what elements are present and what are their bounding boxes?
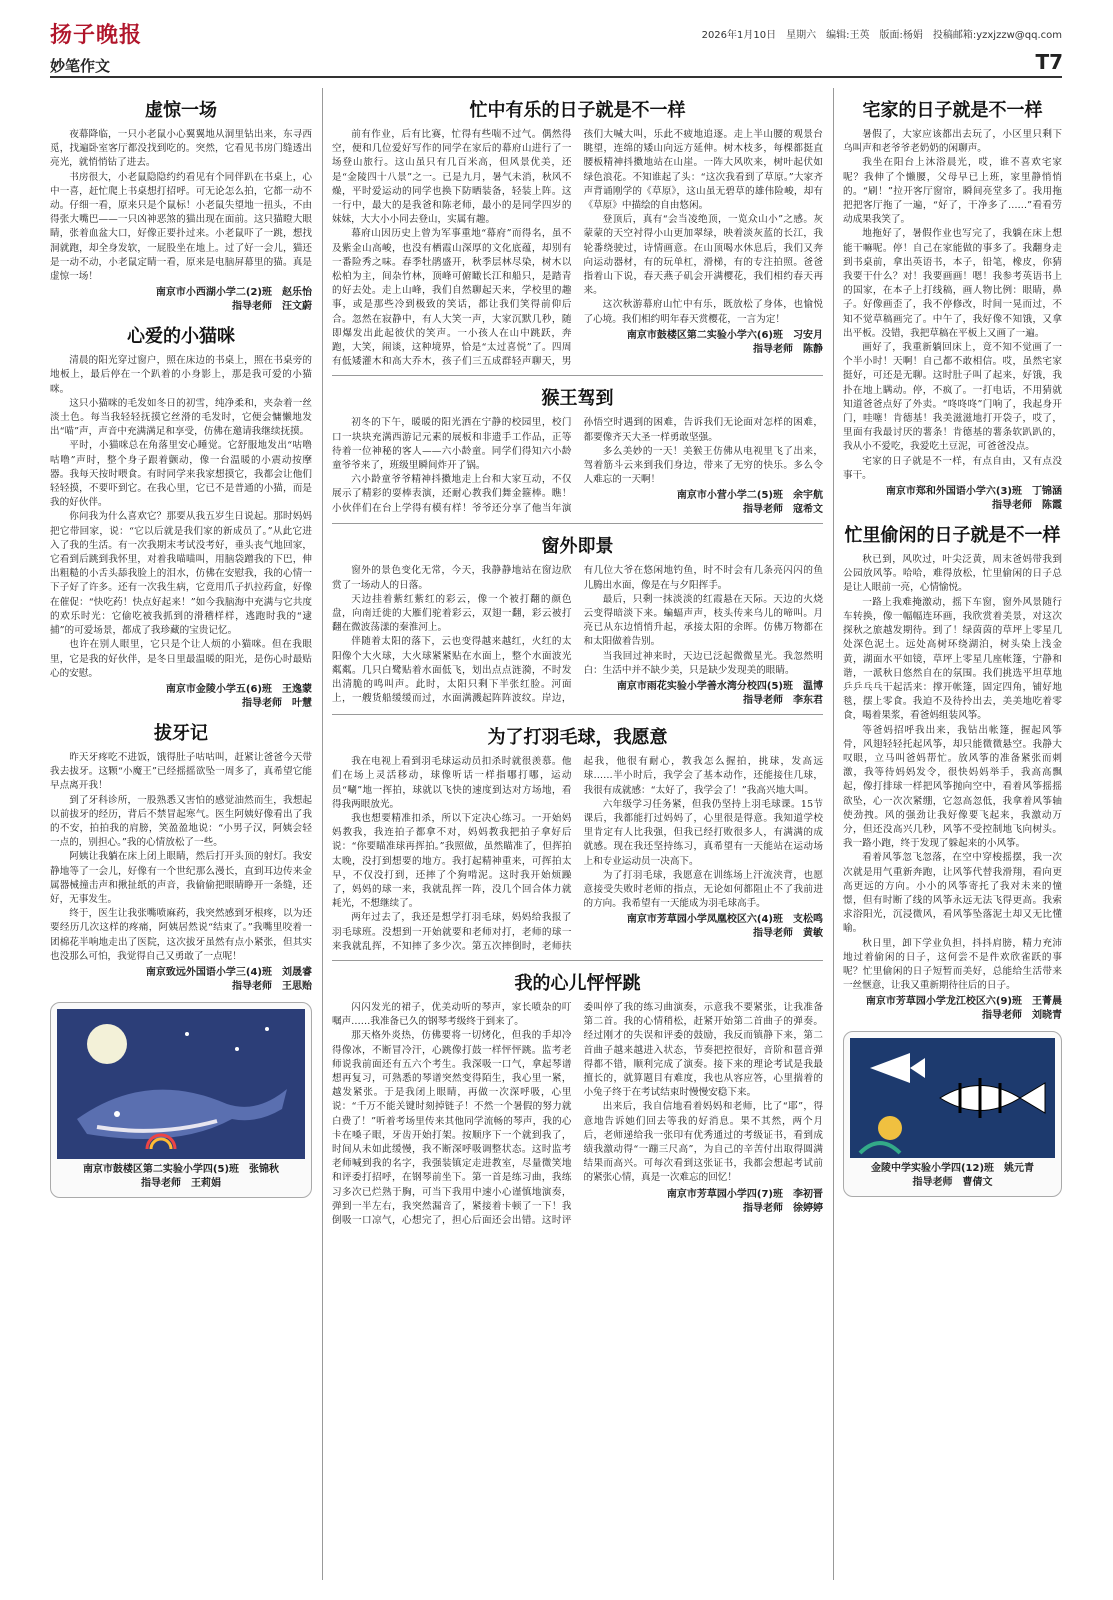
- article-paragraph: 天边挂着紫红紫红的彩云，像一个被打翻的颜色盘，向南迁徙的大雁们驼着彩云，双翅一翻，彩云被打翻在微波荡漾的秦淮河上。: [332, 593, 572, 634]
- author-school: 南京市芳草园小学凤凰校区六(4)班 支松鸣: [626, 914, 823, 926]
- article-title: 为了打羽毛球，我愿意: [487, 727, 668, 749]
- byline: [584, 680, 824, 708]
- teacher: 指导老师 王思贻: [232, 980, 312, 992]
- article: [332, 384, 823, 517]
- article-paragraph: 也许在别人眼里，它只是个让人烦的小猫咪。但在我眼里，它是我的好伙伴，是冬日里最温暖的阳光，是伤心时最贴心的安慰。: [50, 639, 312, 679]
- author-school: 南京市郑和外国语小学六(3)班 丁锦涵: [885, 486, 1062, 498]
- article-paragraph: 地拖好了，暑假作业也写完了，我躺在床上想能干嘛呢。停！自己在家能做的事多了。我翻身走到书桌前，拿出英语书，本子，铅笔，橡皮，你猜我要干什么？对！我要画画！嗯！我参考英语书上的国家，在本子上打线稿，画人物比例：眼睛，鼻子。好像画歪了，我不停修改，时间一晃而过，不知不觉草稿画完了。中午了，我好像不知饿，又拿出平板。没错，我把草稿在平板上又画了一遍。: [843, 228, 1062, 339]
- article-title: 窗外即景: [541, 536, 614, 558]
- article-paragraph: 清晨的阳光穿过窗户，照在床边的书桌上，照在书桌旁的地板上，最后停在一个趴着的小身影上，那是我可爱的小猫咪。: [50, 355, 312, 395]
- article-divider: [332, 375, 823, 376]
- article-body: [332, 416, 823, 517]
- article-paragraph: 我也想要精准扣杀，所以下定决心练习。一开始妈妈教我，我连拍子都拿不对，妈妈教我把拍子拿好后说：“你要瞄准球再挥拍。”我照做，虽然瞄准了，但挥拍太晚，没打到想要的地方。我打起精神重来，可挥拍太早，不仅没打到，还摔了个狗啃泥。这时我开始烦躁了，妈妈的球一来，我就乱挥一阵，没几个回合体力就耗光，不想继续了。: [332, 812, 572, 910]
- article-title: 忙中有乐的日子就是不一样: [469, 100, 686, 121]
- page-number: T7: [1035, 50, 1063, 74]
- column-divider: [833, 88, 834, 1580]
- author-school: 南京致远外国语小学三(4)班 刘晟睿: [145, 966, 312, 978]
- article-paragraph: 到了牙科诊所，一股熟悉又害怕的感觉油然而生，我想起以前拔牙的经历，背后不禁冒起寒气。医生阿姨好像看出了我的不安，拍拍我的肩膀，笑盈盈地说：“小男子汉，阿姨会轻一点的，别担心。”我的心情放松了一些。: [50, 794, 312, 849]
- article-paragraph: 那天格外炎热，仿佛要将一切烤化，但我的手却冷得像冰，不断冒冷汗，心跳像打鼓一样怦怦跳。监考老师说我前面还有五六个考生。我深吸一口气，拿起琴谱想再复习，可熟悉的琴谱突然变得陌生，我心里一紧，越发紧张。于是我闭上眼睛，再做一次深呼吸，心里说：“千万不能关键时刻掉链子！不然一个暑假的努力就白费了！”听着考场里传来其他同学流畅的琴声，我的心卡在嗓子眼，牙齿开始打架。按顺序下一个就到我了，时间从未如此缓慢，我不断深呼吸调整状态。这时监考老师喊到我的名字，我强装镇定走进教室，尽量微笑地和评委打招呼，在钢琴前坐下。第一首是练习曲，我练习多次已烂熟于胸，可当下我用中速小心谨慎地演奏，弹到一半左右，我突然漏音了，紧接着卡顿了一下！我倒吸一口凉气，心想完了，担心后面还会出错。这时评委叫停了我的练习曲演奏，示意我不要紧张，让我准备第二首。我的心情稍松，赶紧开始第二首曲子的弹奏。经过刚才的失误和评委的鼓励，我反而镇静下来，第二首曲子越来越进入状态，节奏把控很好，音阶和琶音弹得都不错，顺利完成了演奏。接下来的理论考试是我最擅长的，就算题目有难度，我也从容应答，心里揣着的小兔子终于在考试结束时慢慢安稳下来。: [332, 1001, 823, 1226]
- article-paragraph: 秋已到，风吹过，叶尖泛黄，周末爸妈带我到公园放风筝。哈哈，难得放松，忙里偷闲的日子总是让人眼前一亮，心情愉悦。: [843, 554, 1062, 594]
- article-paragraph: 看着风筝忽飞忽落，在空中穿梭摇摆，我一次次就是用气重新奔跑，让风筝代替我滑翔，看向更高更远的方向。小小的风筝寄托了我对未来的憧憬，但有时断了线的风筝永远无法飞得更高。我索求浴阳光，沉浸微风，看风筝坠落泥土却又无比懂喻。: [843, 852, 1062, 935]
- author-school: 南京市小营小学二(5)班 余宇航: [676, 490, 823, 502]
- article: [843, 96, 1062, 513]
- article: [50, 96, 312, 314]
- teacher: 指导老师 李东君: [743, 695, 823, 707]
- article-title: 虚惊一场: [145, 100, 217, 121]
- column-divider: [322, 88, 323, 1580]
- teacher: 指导老师 陈静: [753, 343, 823, 355]
- byline: [584, 329, 824, 357]
- teacher: 指导老师 刘晓青: [982, 1010, 1062, 1022]
- byline: [843, 485, 1062, 513]
- article-paragraph: 暑假了，大家应该都出去玩了，小区里只剩下乌叫声和老爷爷老奶奶的闲聊声。: [843, 129, 1062, 155]
- student-painting: [50, 1002, 312, 1198]
- article-paragraph: 窗外的景色变化无常，今天，我静静地站在窗边欣赏了一场动人的日落。: [332, 565, 572, 591]
- author-school: 南京市芳草园小学龙江校区六(9)班 王菁晨: [865, 996, 1062, 1008]
- article-body: [332, 1001, 823, 1228]
- article-paragraph: 多么美妙的一天！美猴王仿佛从电视里飞了出来，驾着筋斗云来到我们身边，带来了无穷的快乐。多么令人难忘的一天啊！: [583, 445, 823, 486]
- article-paragraph: 一路上我难掩激动，摇下车窗，窗外风景随行车转换，像一幅幅连环画，我欣赏着美景，对这次探秋之旅越发期待。到了！绿茵茵的草坪上零星几处深色泥土。远处高树环绕湖泊，树头染上浅金黄，湖面水平如镜，草坪上零星几座帐篷，宁静和谐，一派秋日悠然自在的氛围。我们挑选平坦草地乒乒乓乓干起活来：撑开帐篷，固定四角，铺好地毯，摆上零食。我迫不及待拎出去，美美地吃着零食，喝着果浆，看爸妈组装风筝。: [843, 596, 1062, 722]
- article-paragraph: 为了打羽毛球，我愿意在训练场上汗流浃背，也愿意接受失败时老师的指点，无论如何都阻止不了我前进的方向。我希望有一天能成为羽毛球高手。: [583, 869, 823, 910]
- article-title: 宅家的日子就是不一样: [862, 100, 1043, 121]
- article-paragraph: 秋日里，卸下学业负担，抖抖肩膀，精力充沛地过着偷闲的日子，这何尝不是件欢欣雀跃的事呢？忙里偷闲的日子短暂而美好，总能给生活带来一丝惬意，让我又重新期待往后的日子。: [843, 937, 1062, 992]
- masthead: [50, 18, 1062, 52]
- header-rule: [50, 76, 1062, 78]
- byline: [584, 913, 824, 941]
- article-paragraph: 昨天牙疼吃不进饭，饿得肚子咕咕叫，赶紧让爸爸今天带我去拔牙。这颗“小魔王”已经摇摇欲坠一周多了，真希望它能早点离开我！: [50, 751, 312, 792]
- article: [50, 719, 312, 994]
- article-paragraph: 平时，小猫咪总在角落里安心睡觉。它舒服地发出“咕噜咕噜”声时，整个身子跟着颤动，像一台温暖的小震动按摩器。我每天按时喂食。有时同学来我家想摸它，我都会让他们轻轻摸，不要吓到它。在我心里，它已不是普通的小猫，而是我的好伙伴。: [50, 440, 312, 509]
- column-left: [50, 88, 312, 1198]
- article: [50, 322, 312, 711]
- article-body: [332, 755, 823, 954]
- fish-painting-icon: [850, 1038, 1055, 1158]
- teacher: 指导老师 叶慧: [242, 697, 312, 709]
- author-school: 南京市芳草园小学四(7)班 李初晋: [666, 1188, 823, 1200]
- article-paragraph: 登顶后，真有“会当凌绝顶，一览众山小”之感。灰蒙蒙的天空衬得小山更加翠绿，映着淡灰蓝的长江，我轮番绕驶过，诗情画意。在山顶喝水休息后，我们又奔向运动器材，有的玩单杠，滑梯，有的专注拍照。爸爸指着山下说，春天燕子矶会开满樱花，我们相约春天再来。: [583, 214, 823, 297]
- painting-caption: [850, 1162, 1055, 1190]
- article-paragraph: 我坐在阳台上沐浴晨光，哎，谁不喜欢宅家呢？我伸了个懒腰，父母早已上班，家里静悄悄的。“刷！”拉开客厅窗帘，瞬间亮堂多了。我用拖把把客厅拖了一遍，“好了，干净多了……”看看劳动成果我笑了。: [843, 157, 1062, 226]
- byline: [584, 1188, 824, 1216]
- article-title: 忙里偷闲的日子就是不一样: [844, 525, 1061, 547]
- article-title: 我的心儿怦怦跳: [514, 972, 641, 994]
- article-paragraph: 等爸妈招呼我出来，我钻出帐篷，握起风筝骨，风翅轻轻托起风筝，却只能微微悬空。我静大叹眼，立马叫爸妈帮忙。放风筝的准备紧张而刺激，我等待妈妈发令，很快妈妈举手，我高高飘起，像打排球一样把风筝抛向空中，看着风筝摇摇欲坠，心一次次紧绷，它忽高忽低，我拿着风筝轴使劲拽。风的强劲让我好像要飞起来，我激动万分，但还没高兴几秒，风筝不受控制地飞向树头。我一路小跑，终于发现了躲起来的小风筝。: [843, 724, 1062, 850]
- painting-school: 金陵中学实验小学四(12)班 姚元青: [870, 1163, 1035, 1175]
- teacher: 指导老师 寇希文: [743, 504, 823, 516]
- author-school: 南京市鼓楼区第二实验小学六(6)班 习安月: [626, 329, 823, 341]
- issue-info: 2026年1月10日 星期六 编辑:王英 版面:杨娟 投稿邮箱:yzxjzzw@qq.com: [701, 30, 1062, 41]
- article-paragraph: 六小龄童爷爷精神抖擞地走上台和大家互动，不仅展示了精彩的耍棒表演，还耐心教我们舞金箍棒。瞧！小伙伴们在台上学得有模有样！爷爷还分享了他当年演孙悟空时遇到的困难，告诉我们无论面对怎样的困难，都要像齐天大圣一样勇敢坚强。: [332, 417, 823, 514]
- article-paragraph: 两年过去了，我还是想学打羽毛球，妈妈给我报了羽毛球班。没想到一开始就要和老师对打，老师的球一来我就乱挥，不知摔了多少次。第五次摔倒时，老师扶起我，他很有耐心，教我怎么握拍，挑球，发高远球……半小时后，我学会了基本动作，还能接住几球，我很有成就感：“太好了，我学会了！”我高兴地大叫。: [332, 756, 823, 952]
- byline: [843, 995, 1062, 1023]
- article-paragraph: 伴随着太阳的落下，云也变得越来越红，火红的太阳像个大火球，大火球紧紧贴在水面上，整个水面波光粼粼。几只白鹭贴着水面低飞，划出点点涟漪，不时发出清脆的鸣叫声。此时，太阳只剩下半张红脸。河面上，一艘货船缓缓而过，水面满溅起阵阵波纹。岸边，有几位大爷在悠闲地钓鱼，时不时会有几条亮闪闪的鱼儿腾出水面，像是在与夕阳挥手。: [332, 565, 823, 705]
- byline: [584, 489, 824, 517]
- article: [843, 521, 1062, 1023]
- article-paragraph: 前有作业，后有比赛，忙得有些喘不过气。偶然得空，便和几位爱好写作的同学在家后的幕府山进行了一场登山旅行。这山虽只有几百米高，但风景优美，还是“金陵四十八景”之一。已是九月，暑气未消，秋风不燥，平时爱运动的同学也换下防晒装备，轻装上阵。这一行中，最大的是我爸和陈老师，最小的是同学四岁的妹妹，大大小小同去登山，实属有趣。: [332, 129, 572, 226]
- author-school: 南京市雨花实验小学善水湾分校四(5)班 温博: [616, 681, 823, 693]
- article-paragraph: 我在电视上看到羽毛球运动员扣杀时就很羡慕。他们在场上灵活移动，球像听话一样指哪打哪，运动员“唰”地一挥拍，球就以飞快的速度到达对方场地，看得我两眼放光。: [332, 756, 572, 810]
- article-divider: [332, 523, 823, 524]
- article-paragraph: 幕府山因历史上曾为军事重地“幕府”而得名，虽不及紫金山高峻，也没有栖霞山深厚的文化底蕴，却别有一番险秀之味。春季牡鹃盛开，秋季层林尽染，树木以松柏为主，间杂竹林，顶峰可俯瞰长江和船只，是踏青的好去处。走上山峰，我们自然聊起天来，学校里的趣事，或是那些冷到极致的笑话，都让我们笑得前仰后合。忽然在寂静中，有人大笑一声，大家沉默几秒，随即爆发出此起彼伏的笑声。一小孩人在山中跳跃，奔跑，大笑，闹谈，这种境界，恰是“太过喜悦”了。四周有低矮灌木和高大乔木，孩子们三五成群轻声聊天，男孩们大喊大叫，乐此不疲地追逐。走上半山腰的观景台眺望，连绵的矮山向远方延伸。树木枝多，每棵都挺直腰板精神抖擞地站在山崖。一阵大风吹来，树叶起伏如绿色浪花。不知谁起了头：“这次我看到了草原。”大家齐声背诵刚学的《草原》，这山虽无碧草的雄伟险峻，却有《草原》中描绘的自由悠闲。: [332, 129, 823, 368]
- author-school: 南京市金陵小学五(6)班 王逸蒙: [165, 683, 312, 695]
- byline: [50, 683, 312, 711]
- article: [332, 969, 823, 1228]
- article-divider: [332, 714, 823, 715]
- article-paragraph: 出来后，我自信地看着妈妈和老师，比了“耶”，得意地告诉她们回去等我的好消息。果不其然，两个月后，老师递给我一张印有优秀通过的考级证书，看到成绩我激动得“一蹦三尺高”，为自己的辛苦付出取得圆满结果而高兴。可每次看到这张证书，我都会想起考试前的紧张心情，真是一次难忘的回忆！: [583, 1101, 823, 1184]
- newspaper-logo: 扬子晚报: [50, 22, 143, 48]
- author-school: 南京市小西湖小学二(2)班 赵乐怡: [155, 287, 312, 299]
- article-paragraph: 这只小猫咪的毛发如冬日的初雪，纯净柔和，夹杂着一丝淡土色。每当我轻轻抚摸它丝滑的毛发时，它便会慵懒地发出“喵”声，声音中充满满足和享受，仿佛在邀请我继续抚摸。: [50, 397, 312, 438]
- section-title: 妙笔作文: [50, 57, 111, 75]
- byline: [50, 966, 312, 994]
- article-paragraph: 最后，只剩一抹淡淡的红霞悬在天际。天边的火烧云变得暗淡下来。蝙蝠声声，枝头传来乌儿的啼叫。月亮已从东边悄悄升起，承接太阳的余晖。仿佛万物都在和太阳做着告别。: [583, 593, 823, 648]
- article-divider: [332, 960, 823, 961]
- teacher: 指导老师 黄敏: [753, 928, 823, 940]
- painting-school: 南京市鼓楼区第二实验小学四(5)班 张锦秋: [82, 1163, 280, 1175]
- article-title: 猴王驾到: [541, 388, 614, 410]
- teacher: 指导老师 陈霞: [992, 500, 1062, 512]
- article-title: 拔牙记: [154, 722, 208, 744]
- column-middle: [332, 88, 823, 1234]
- article-body: [332, 128, 823, 369]
- article-paragraph: 书房很大，小老鼠隐隐约约看见有个同伴趴在书桌上，心中一喜，赶忙爬上书桌想打招呼。可无论怎么拍，它都一动不动。仔细一看，原来只是个鼠标！小老鼠失望地一扭头，不由得张大嘴巴——一只凶神恶煞的猫出现在面前。这只猫瞪大眼睛，张着血盆大口，好像正要扑过来。小老鼠吓了一跳，想找洞就跑，却全身发软，一屁股坐在地上。过了好一会儿，猫还是一动不动，小老鼠定睛一看，原来是电脑屏幕里的猫。真是虚惊一场！: [50, 171, 312, 283]
- article-paragraph: 这次秋游幕府山忙中有乐，既放松了身体，也愉悦了心境。我们相约明年春天赏樱花，一言为定！: [583, 299, 823, 325]
- article-paragraph: 六年级学习任务紧，但我仍坚持上羽毛球课。15节课后，我都能打过妈妈了，心里很是得意。我知道学校里肯定有人比我强，但我已经打败很多人，有满满的成就感。现在我还坚持练习，真希望有一天能站在运动场上和专业运动员一决高下。: [583, 798, 823, 867]
- article-paragraph: 初冬的下午，暖暖的阳光洒在宁静的校园里，校门口一块块充满西游记元素的展板和非遗手工作品，正等待着一位神秘的客人——六小龄童。同学们得知六小龄童爷爷来了，班级里瞬间炸开了锅。: [332, 417, 572, 472]
- byline: [50, 286, 312, 314]
- article: [332, 96, 823, 369]
- article: [332, 723, 823, 954]
- article-body: [332, 564, 823, 708]
- student-painting: [843, 1031, 1062, 1197]
- painting-caption: [57, 1163, 305, 1191]
- painting-teacher: 指导老师 王莉娟: [141, 1177, 221, 1189]
- article-paragraph: 夜幕降临，一只小老鼠小心翼翼地从洞里钻出来，东寻西觅，找遍卧室客厅都没找到吃的。突然，它看见书房门缝透出亮光，就悄悄钻了进去。: [50, 129, 312, 169]
- article-paragraph: 画好了，我重新躺回床上，竟不知不觉画了一个半小时！天啊！自己都不敢相信。哎，虽然宅家挺好，可还是无聊。这时肚子叫了起来，好饿，我扑在地上瞒动。停，不疯了。一打电话，不用猜就知道爸爸点好了外卖。“咚咚咚”门响了，我起身开门，哇噻！肯德基！我美滋滋地打开袋子，哎了，里面有我最讨厌的薯条！肯德基的薯条软趴趴的，我从小不爱吃，我爱吃土豆泥，可爸爸没点。: [843, 342, 1062, 453]
- article-paragraph: 闪闪发光的裙子，优美动听的琴声，家长喷杂的叮嘱声……我准备已久的钢琴考级终于到来了。: [332, 1001, 572, 1028]
- teacher: 指导老师 汪文蔚: [232, 301, 312, 313]
- article-paragraph: 当我回过神来时，天边已泛起微微星光。我忽然明白：生活中并不缺少美，只是缺少发现美的眼睛。: [583, 650, 823, 676]
- article: [332, 532, 823, 708]
- teacher: 指导老师 徐婷婷: [743, 1202, 823, 1214]
- article-paragraph: 你问我为什么喜欢它？那要从我五岁生日说起。那时妈妈把它带回家，说：“它以后就是我们家的新成员了。”从此它进入了我的生活。有一次我期末考试没考好，垂头丧气地回家，它看到后跳到我怀里，对着我喵喵叫，用脑袋蹭我的下巴，伸出粗糙的小舌头舔我脸上的泪水，仿佛在安慰我，我的心情一下子好了许多。还有一次我生病，它竟用爪子扒拉药盒，好像在催促：“快吃药！快点好起来！”如今我脑海中充满与它共度的欢乐时光：它偷吃被我抓到的滑稽样样，逃跑时我的“逮捕”的可爱场景，都成了我珍藏的宝贵记忆。: [50, 511, 312, 637]
- article-title: 心爱的小猫咪: [127, 326, 235, 348]
- article-paragraph: 阿姨让我躺在床上闭上眼睛，然后打开头顶的射灯。我安静地等了一会儿，好像有一个世纪那么漫长，直到耳边传来金属器械撞击声和揪扯纸的声音，我偷偷把眼睛睁开一条缝，还好，无事发生。: [50, 851, 312, 905]
- article-paragraph: 宅家的日子就是不一样，有点自由，又有点没事干。: [843, 455, 1062, 481]
- whale-painting-icon: [57, 1009, 305, 1159]
- column-right: [843, 88, 1062, 1197]
- painting-teacher: 指导老师 曹倩文: [912, 1177, 993, 1189]
- article-paragraph: 终于，医生让我张嘴喷麻药，我突然感到牙根疼，以为还要经历几次这样的疼痛，阿姨居然说“结束了。”我嘴里咬着一团棉花半响地走出了医院，这次拔牙虽然有点小紧张，但其实也没那么可怕，我觉得自己又勇敢了一点呢！: [50, 908, 312, 962]
